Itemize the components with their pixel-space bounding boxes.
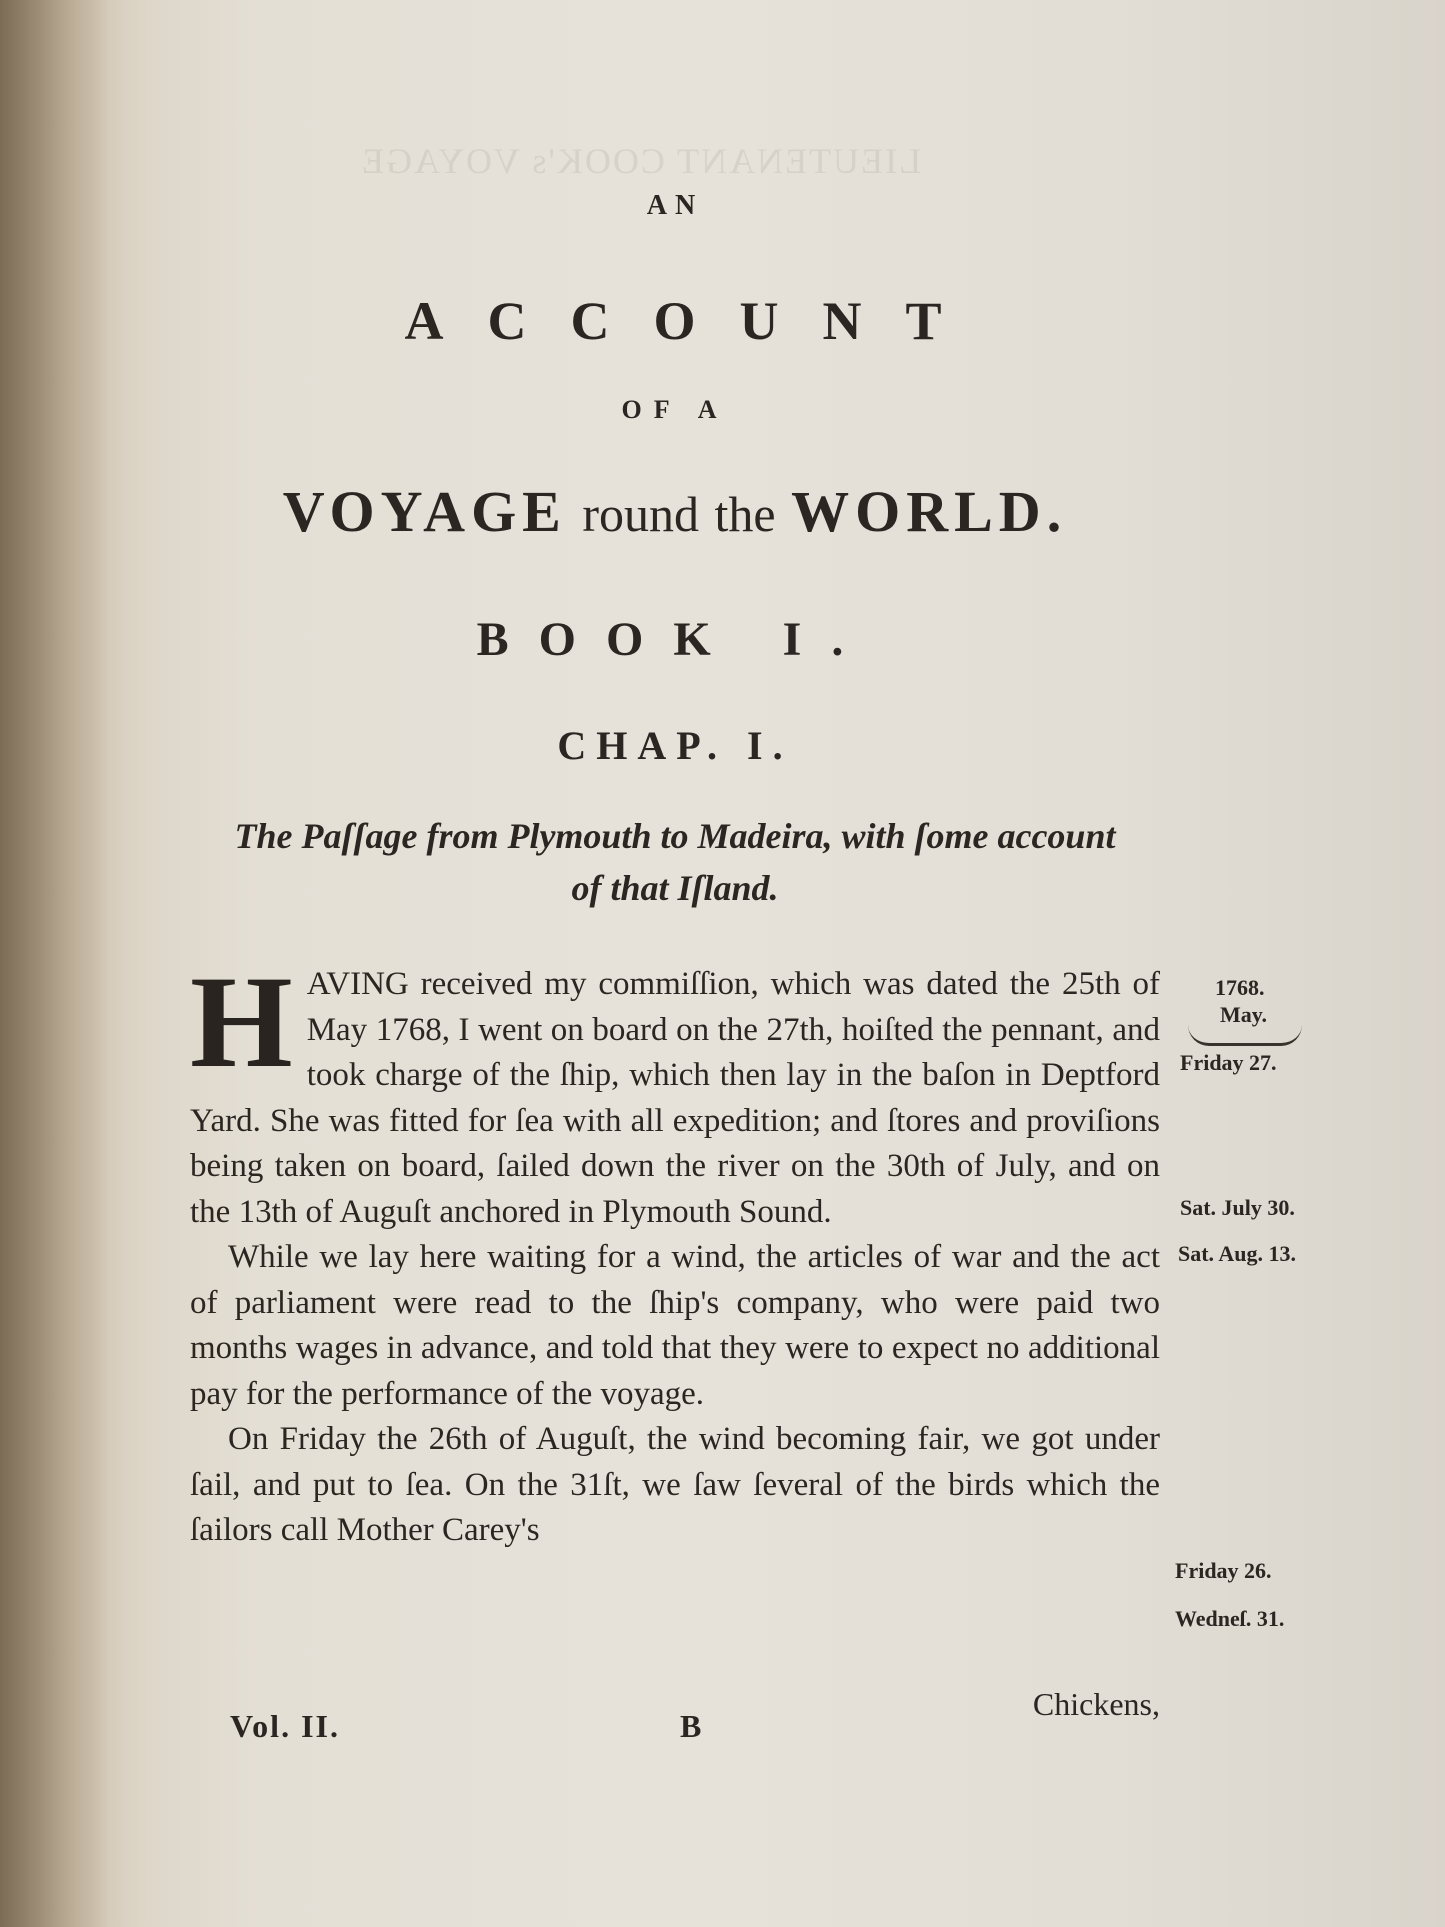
paragraph-2: While we lay here waiting for a wind, the articles of war and the act of parliament were read to the ſhip's company, who were paid two months wages in advance, and told that they were to expect no additional pay for the performance of the voyage. — [190, 1239, 1160, 1412]
title-world-word: WORLD. — [791, 479, 1068, 544]
margin-note-friday-27: Friday 27. — [1180, 1050, 1277, 1075]
subtitle-line-2: of that Iſland. — [571, 868, 779, 908]
title-voyage-round-the-world — [190, 478, 1160, 545]
subtitle-line-1: The Paſſage from Plymouth to Madeira, with ſome account — [234, 816, 1116, 856]
chapter-subtitle — [190, 810, 1160, 914]
margin-note-aug-13: Sat. Aug. 13. — [1178, 1241, 1296, 1266]
title-voyage-word: VOYAGE — [282, 479, 567, 544]
margin-note-year: 1768. — [1215, 975, 1265, 1000]
paragraph-1-line-3: hoiſted the pennant, and took charge of the ſhip, — [306, 1011, 1161, 1093]
paragraph-3: On Friday the 26th of Auguſt, the wind becoming fair, we got under ſail, and put to ſea. On the 31ſt, we ſaw ſeveral of the birds which the ſailors call Mother Carey's — [190, 1421, 1160, 1548]
margin-note-month: May. — [1220, 1002, 1268, 1027]
title-round-word: round — [582, 486, 700, 542]
margin-brace — [1188, 1025, 1302, 1046]
book-spine-shadow — [0, 0, 110, 1927]
body-text — [190, 948, 1161, 1554]
paragraph-1-line-1: AVING received my commiſſion, which was dated — [306, 966, 998, 1002]
margin-note-friday-26: Friday 26. — [1175, 1558, 1272, 1583]
title-account: ACCOUNT — [404, 291, 986, 351]
drop-cap: H — [190, 948, 293, 1095]
volume-signature: Vol. II. — [230, 1708, 340, 1744]
signature-mark: B — [680, 1708, 702, 1744]
paragraph-1-rest: which then lay in the baſon in Deptford Yard. She was fitted for ſea with all expedition; and ſtores and proviſions being taken on board, ſailed down the river on the 30th of July, and on the 13th of Auguſt anchored in Plymouth Sound. — [190, 1057, 1161, 1230]
margin-note-wednes-31: Wedneſ. 31. — [1175, 1606, 1285, 1631]
book-heading: BOOK I. — [476, 613, 874, 666]
catchword: Chickens, — [1032, 1686, 1160, 1722]
chapter-heading: CHAP. I. — [557, 723, 793, 768]
paragraph-1-line-2: the 25th of May 1768, I went on board on the 27th, — [306, 966, 1160, 1048]
title-the-word: the — [714, 486, 776, 542]
margin-note-july-30: Sat. July 30. — [1180, 1195, 1295, 1220]
title-an: AN — [646, 190, 704, 221]
page-footer — [190, 1686, 1160, 1758]
bleed-through-text: LIEUTENANT COOK's VOYAGE — [360, 141, 922, 181]
paragraph-1 — [190, 948, 1161, 1235]
title-of-a: OF A — [621, 395, 729, 424]
